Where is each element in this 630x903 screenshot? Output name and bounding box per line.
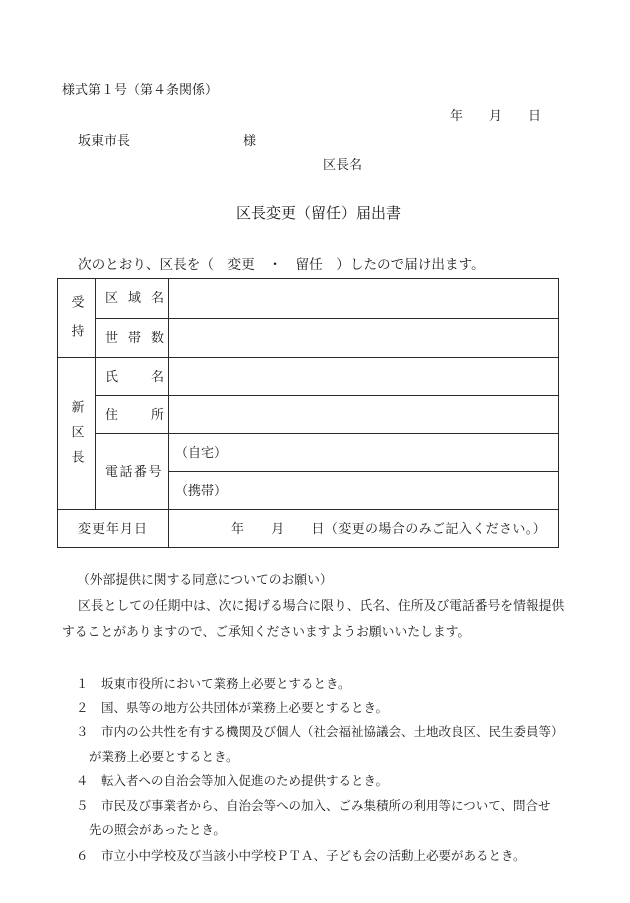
address-cell xyxy=(96,396,198,434)
phone-label: 電話番号 xyxy=(105,463,164,479)
new-head-group xyxy=(58,358,96,510)
address-field xyxy=(169,396,559,434)
change-date-label: 変更年月日 xyxy=(58,510,169,548)
applicant-label: 区長名 xyxy=(323,157,363,172)
phone-mobile-field xyxy=(169,472,559,510)
phone-home-field xyxy=(169,434,559,472)
list-item-text: 市立小中学校及び当該小中学校ＰＴＡ、子ども会の活動上必要があるとき。 xyxy=(101,849,526,863)
date-line: 年 月 日 xyxy=(450,108,542,123)
phone-cell xyxy=(96,434,169,510)
list-item-text: 市民及び事業者から、自治会等への加入、ごみ集積所の利用等について、問合せ xyxy=(101,799,551,813)
list-item xyxy=(0,700,630,716)
list-item-continuation: が業務上必要とするとき。 xyxy=(89,750,239,764)
phone-mobile-label: （携帯） xyxy=(175,482,228,498)
households-field xyxy=(169,318,559,358)
list-item-number: ４ xyxy=(76,774,89,788)
list-item xyxy=(0,773,630,789)
list-item-number: ３ xyxy=(76,725,89,739)
list-item-text: 市内の公共性を有する機関及び個人（社会福祉協議会、土地改良区、民生委員等） xyxy=(101,725,564,739)
list-item-text: 転入者への自治会等加入促進のため提供するとき。 xyxy=(101,774,389,788)
list-item xyxy=(0,848,630,864)
area-name-cell xyxy=(96,279,175,319)
form-number: 様式第１号（第４条関係） xyxy=(62,82,219,97)
consent-heading: （外部提供に関する同意についてのお願い） xyxy=(77,573,333,587)
area-name-field xyxy=(169,279,559,319)
table-row xyxy=(58,318,559,358)
table-row xyxy=(58,396,559,434)
document-title: 区長変更（留任）届出書 xyxy=(236,206,402,222)
consent-paragraph-line: することがありますので、ご承知くださいますようお願いいたします。 xyxy=(62,625,471,639)
list-item-text: 坂東市役所において業務上必要とするとき。 xyxy=(101,677,351,691)
list-item-number: ２ xyxy=(76,701,89,715)
table-row xyxy=(58,358,559,396)
list-item-number: １ xyxy=(76,677,89,691)
table-row xyxy=(58,279,559,319)
name-field xyxy=(169,358,559,396)
consent-paragraph-line: 区長としての任期中は、次に掲げる場合に限り、氏名、住所及び電話番号を情報提供 xyxy=(78,599,565,613)
name-cell xyxy=(96,358,198,396)
form-table xyxy=(57,278,559,548)
households-cell xyxy=(96,318,175,358)
table-row xyxy=(58,510,559,548)
intro-statement: 次のとおり、区長を（ 変更 ・ 留任 ）したので届け出ます。 xyxy=(78,257,485,272)
addressee-name: 坂東市長 xyxy=(78,133,131,148)
list-item-number: ５ xyxy=(76,799,89,813)
addressee-honorific: 様 xyxy=(243,133,257,148)
table-row xyxy=(58,434,559,472)
list-item-number: ６ xyxy=(76,849,89,863)
households-label: 世帯数 xyxy=(105,329,175,345)
name-label: 氏名 xyxy=(105,368,198,384)
phone-home-label: （自宅） xyxy=(175,444,228,460)
address-label: 住所 xyxy=(105,406,198,422)
assigned-area-group-label: 受持 xyxy=(69,295,85,353)
list-item xyxy=(0,798,630,837)
change-date-field: 年 月 日（変更の場合のみご記入ください。） xyxy=(169,510,559,548)
new-head-group-label: 新区長 xyxy=(69,400,85,475)
list-item xyxy=(0,676,630,692)
list-item-text: 国、県等の地方公共団体が業務上必要とするとき。 xyxy=(101,701,389,715)
area-name-label: 区域名 xyxy=(105,290,175,306)
assigned-area-group xyxy=(58,279,96,358)
list-item xyxy=(0,724,630,764)
list-item-continuation: 先の照会があったとき。 xyxy=(89,823,226,837)
